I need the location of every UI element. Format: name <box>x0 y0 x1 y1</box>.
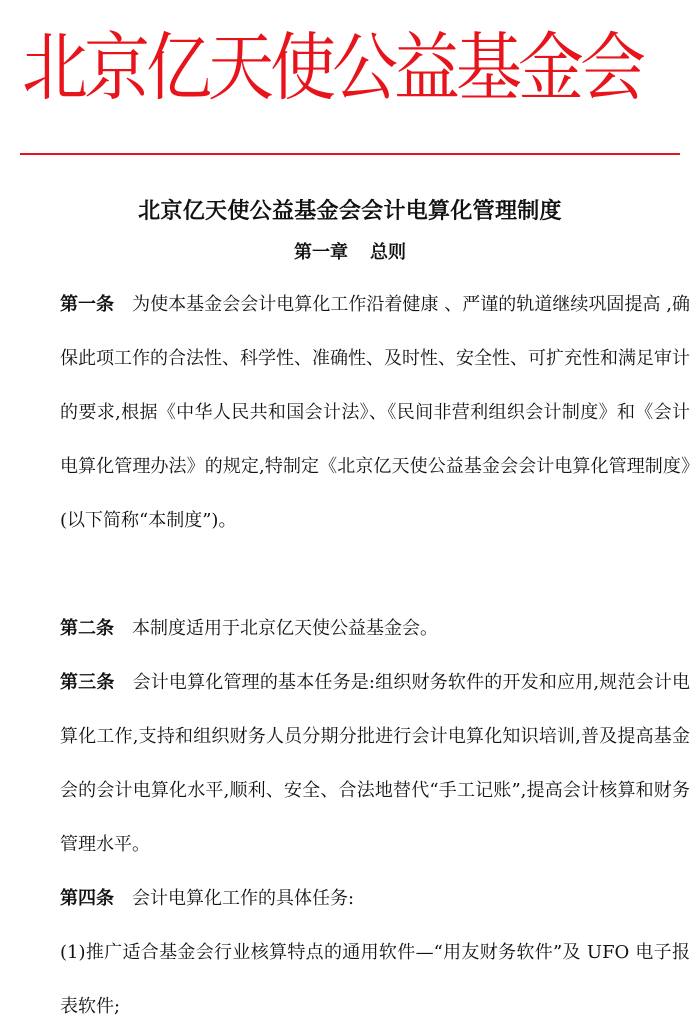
article-text: 会计电算化工作的具体任务: <box>132 888 355 909</box>
document-title: 北京亿天使公益基金会会计电算化管理制度 <box>138 198 562 224</box>
article-paragraph <box>22 656 690 872</box>
article-number: 第四条 <box>60 888 114 909</box>
chapter-heading <box>0 239 700 267</box>
article-paragraph <box>22 872 690 926</box>
article-paragraph <box>22 602 690 656</box>
article-number: 第一条 <box>60 294 115 315</box>
list-item-text: (1)推广适合基金会行业核算特点的通用软件—“用友财务软件”及 UFO 电子报表软件; <box>60 942 690 1017</box>
chapter-number: 第一章 <box>294 242 348 263</box>
article-number: 第三条 <box>60 672 115 693</box>
article-text: 为使本基金会会计电算化工作沿着健康 、严谨的轨道继续巩固提高 ,确保此项工作的合法性、科学性、准确性、及时性、安全性、可扩充性和满足审计的要求,根据《中华人民共和国会计法》、《民间非营利组织会计制度》和《会计电算化管理办法》的规定,特制定《北京亿天使公益基金会会计电算化管理制度》(以下简称“本制度”)。 <box>60 294 690 531</box>
article-text: 本制度适用于北京亿天使公益基金会。 <box>132 618 438 639</box>
chapter-name: 总则 <box>370 242 406 263</box>
article-number: 第二条 <box>60 618 114 639</box>
article-paragraph <box>22 278 690 548</box>
letterhead-org-name: 北京亿天使公益基金会 <box>22 24 642 111</box>
letterhead-divider <box>20 153 680 155</box>
article-text: 会计电算化管理的基本任务是:组织财务软件的开发和应用,规范会计电算化工作,支持和组织财务人员分期分批进行会计电算化知识培训,普及提高基金会的会计电算化水平,顺利、安全、合法地替代“手工记账”,提高会计核算和财务管理水平。 <box>60 672 691 855</box>
list-item <box>22 926 690 1034</box>
